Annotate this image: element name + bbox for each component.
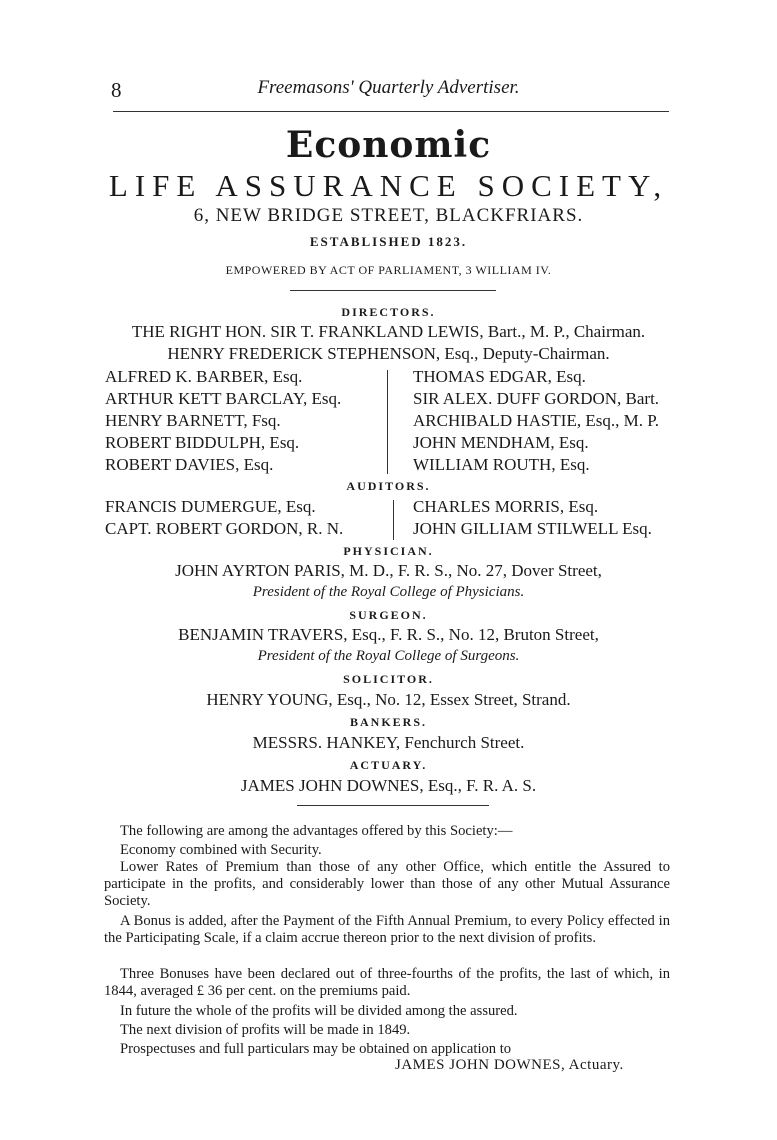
advantage-next-division: The next division of profits will be made in 1849. [120, 1022, 411, 1038]
physician-title: President of the Royal College of Physicians. [252, 584, 525, 600]
actuary-name: JAMES JOHN DOWNES, Esq., F. R. A. S. [240, 776, 537, 795]
masthead-rule [290, 290, 496, 291]
physician-heading: PHYSICIAN. [343, 544, 434, 558]
director-name: ARTHUR KETT BARCLAY, Esq. [105, 389, 342, 408]
director-name: ALFRED K. BARBER, Esq. [105, 367, 303, 386]
actuary-heading: ACTUARY. [349, 758, 428, 772]
advantage-economy: Economy combined with Security. [120, 842, 322, 858]
running-title: Freemasons' Quarterly Advertiser. [257, 77, 520, 98]
director-name: JOHN MENDHAM, Esq. [413, 433, 589, 452]
director-name: WILLIAM ROUTH, Esq. [413, 455, 590, 474]
established-line: ESTABLISHED 1823. [309, 234, 468, 249]
auditor-name: FRANCIS DUMERGUE, Esq. [105, 497, 316, 516]
auditor-name: CAPT. ROBERT GORDON, R. N. [105, 519, 344, 538]
society-name: LIFE ASSURANCE SOCIETY, [108, 168, 669, 203]
deputy-chairman-line: HENRY FREDERICK STEPHENSON, Esq., Deputy-Chairman. [167, 344, 610, 363]
prospectus-line: Prospectuses and full particulars may be obtained on application to [120, 1041, 512, 1057]
signature-line: JAMES JOHN DOWNES, Actuary. [395, 1057, 624, 1073]
physician-name: JOHN AYRTON PARIS, M. D., F. R. S., No. 27, Dover Street, [175, 561, 602, 580]
header-rule [113, 111, 669, 112]
director-name: SIR ALEX. DUFF GORDON, Bart. [413, 389, 660, 408]
advantages-intro: The following are among the advantages offered by this Society:— [120, 823, 513, 839]
masthead-title: Economic [285, 124, 492, 166]
director-name: ARCHIBALD HASTIE, Esq., M. P. [413, 411, 660, 430]
director-name: ROBERT DAVIES, Esq. [105, 455, 274, 474]
society-address: 6, NEW BRIDGE STREET, BLACKFRIARS. [193, 205, 584, 226]
auditors-divider [393, 500, 394, 540]
advantage-three-bonuses: Three Bonuses have been declared out of three-fourths of the profits, the last of which, in 1844, averaged £ 36 per cent. on the premiums paid. [104, 966, 670, 999]
director-name: HENRY BARNETT, Fsq. [105, 411, 281, 430]
auditor-name: JOHN GILLIAM STILWELL Esq. [413, 519, 652, 538]
empowered-line: EMPOWERED BY ACT OF PARLIAMENT, 3 WILLIAM IV. [225, 263, 552, 277]
auditor-name: CHARLES MORRIS, Esq. [413, 497, 599, 516]
surgeon-name: BENJAMIN TRAVERS, Esq., F. R. S., No. 12, Bruton Street, [178, 625, 599, 644]
director-name: ROBERT BIDDULPH, Esq. [105, 433, 300, 452]
bankers-heading: BANKERS. [349, 715, 427, 729]
solicitor-heading: SOLICITOR. [343, 672, 434, 686]
advantage-bonus: A Bonus is added, after the Payment of the Fifth Annual Premium, to every Policy effected in the Participating Scale, if a claim accrue thereon prior to the next division of profits. [104, 913, 670, 946]
solicitor-name: HENRY YOUNG, Esq., No. 12, Essex Street, Strand. [206, 690, 571, 709]
page-number: 8 [111, 78, 122, 102]
surgeon-heading: SURGEON. [349, 608, 428, 622]
auditors-heading: AUDITORS. [346, 479, 431, 493]
section-rule [297, 805, 489, 806]
advantage-whole-profits: In future the whole of the profits will be divided among the assured. [120, 1003, 518, 1019]
directors-divider [387, 370, 388, 474]
chairman-line: THE RIGHT HON. SIR T. FRANKLAND LEWIS, Bart., M. P., Chairman. [131, 322, 646, 341]
directors-heading: DIRECTORS. [341, 305, 436, 319]
surgeon-title: President of the Royal College of Surgeons. [257, 648, 520, 664]
advantage-lower-rates: Lower Rates of Premium than those of any other Office, which entitle the Assured to participate in the profits, and considerably lower than those of any other Mutual Assurance Society. [104, 859, 670, 909]
bankers-name: MESSRS. HANKEY, Fenchurch Street. [252, 733, 525, 752]
director-name: THOMAS EDGAR, Esq. [413, 367, 586, 386]
